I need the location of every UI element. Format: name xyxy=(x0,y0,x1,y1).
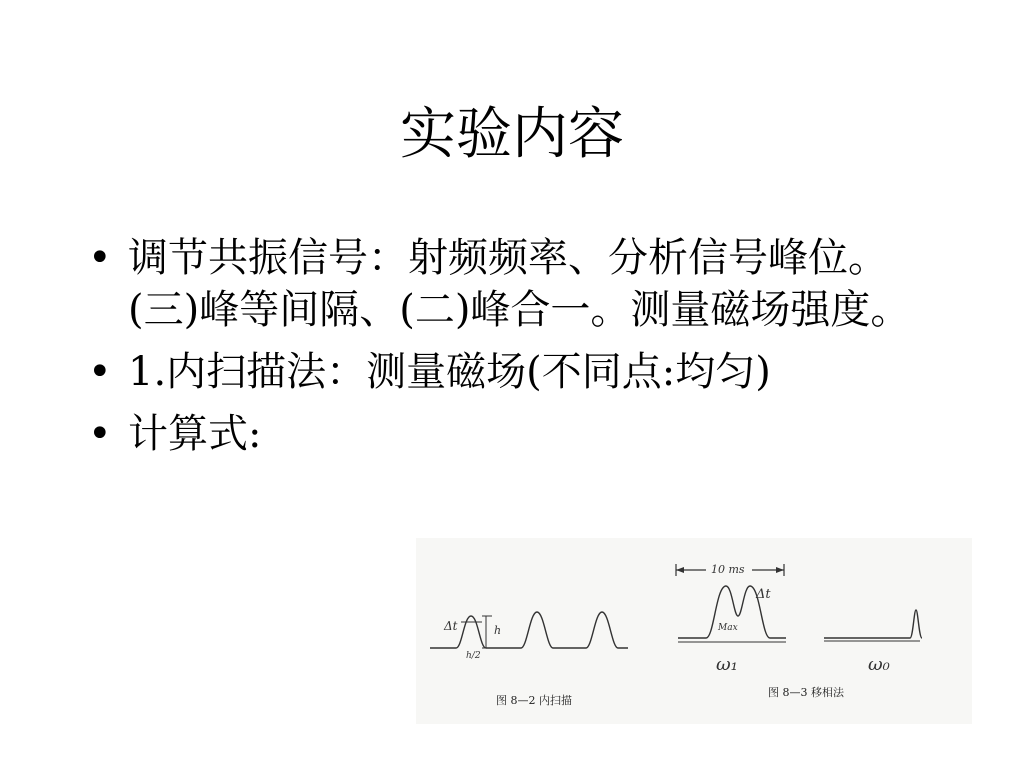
omega1-label: ω₁ xyxy=(716,654,738,675)
scan-diagram-figure xyxy=(416,538,972,724)
bullet-text: 计算式: xyxy=(128,411,262,457)
max-label: Max xyxy=(718,623,738,633)
bullet-item xyxy=(88,232,928,336)
bullet-dot-icon: • xyxy=(88,411,112,457)
bullet-item xyxy=(88,346,928,398)
slide-title: 实验内容 xyxy=(400,102,624,167)
bullet-text: 调节共振信号：射频频率、分析信号峰位。(三)峰等间隔、(二)峰合一。测量磁场强度。 xyxy=(128,235,911,333)
bullet-text: 1.内扫描法：测量磁场(不同点:均匀) xyxy=(128,349,771,395)
caption-internal-scan: 图 8—2 内扫描 xyxy=(496,694,572,707)
internal-scan-waveform xyxy=(430,612,628,648)
scan-diagram-svg xyxy=(416,538,972,724)
time-scale-label: 10 ms xyxy=(711,563,745,576)
left-h-label: h xyxy=(494,624,502,637)
left-delta-label: Δt xyxy=(444,619,458,633)
bullet-dot-icon: • xyxy=(88,235,112,281)
time-scale-right-arrow xyxy=(776,567,784,573)
phase-method-waveform-omega0 xyxy=(824,610,922,638)
right-delta-label: Δt xyxy=(756,587,771,602)
bullet-item xyxy=(88,408,928,460)
omega0-label: ω₀ xyxy=(868,654,890,675)
caption-phase-method: 图 8—3 移相法 xyxy=(768,686,844,699)
left-half-label: h/2 xyxy=(466,651,481,661)
bullet-dot-icon: • xyxy=(88,349,112,395)
time-scale-left-arrow xyxy=(676,567,684,573)
bullet-list xyxy=(88,232,928,470)
